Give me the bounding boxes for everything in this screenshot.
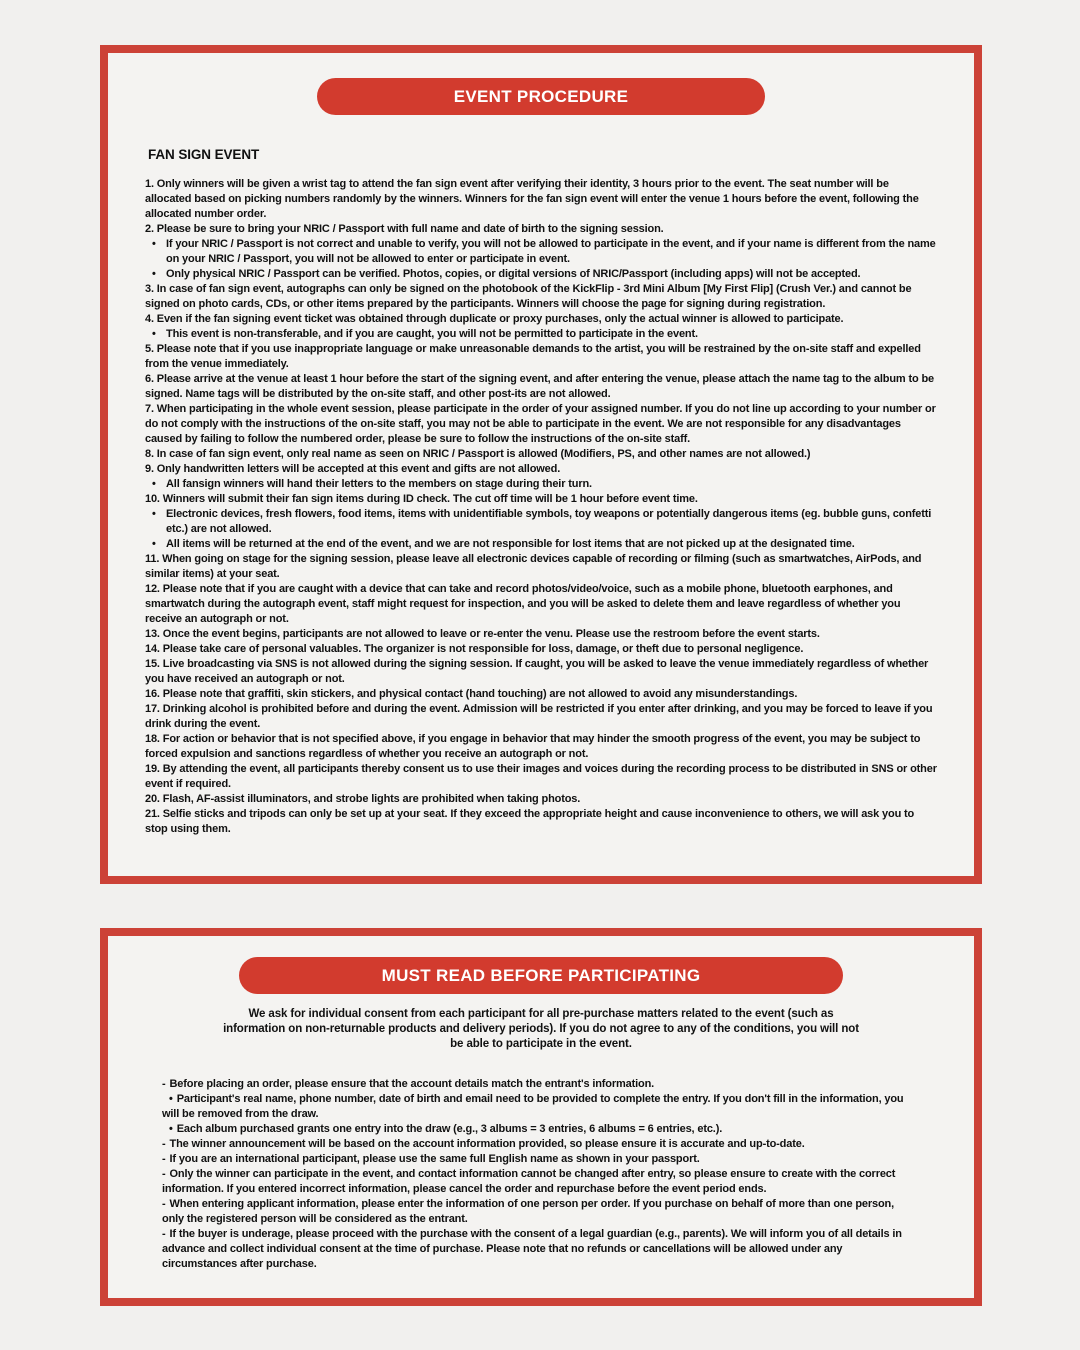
rule-text: 13. Once the event begins, participants are not allowed to leave or re-enter the venu. Please use the restroom before the event starts. [145, 628, 820, 640]
note-marker: - [162, 1228, 166, 1240]
rule-item [145, 807, 937, 837]
fan-sign-rules-list [145, 177, 937, 837]
note-text: Each album purchased grants one entry into the draw (e.g., 3 albums = 3 entries, 6 albums = 6 entries, etc.). [176, 1123, 723, 1135]
rule-text: 19. By attending the event, all participants thereby consent us to use their images and voices during the recording process to be distributed in SNS or other event if required. [145, 763, 937, 790]
note-marker: - [162, 1078, 166, 1090]
rule-item [145, 267, 937, 282]
rule-text: All items will be returned at the end of the event, and we are not responsible for lost items that are not picked up at the designated time. [166, 538, 855, 550]
note-item [162, 1077, 912, 1092]
must-read-banner-label: MUST READ BEFORE PARTICIPATING [381, 965, 701, 985]
rule-item [145, 177, 937, 222]
fan-sign-event-heading: FAN SIGN EVENT [148, 147, 260, 162]
note-marker: - [162, 1138, 166, 1150]
rule-text: 10. Winners will submit their fan sign items during ID check. The cut off time will be 1 hour before event time. [145, 493, 698, 505]
note-item [162, 1167, 912, 1197]
rule-text: 2. Please be sure to bring your NRIC / Passport with full name and date of birth to the signing session. [145, 223, 664, 235]
must-read-notes-list [162, 1077, 912, 1272]
note-text: If the buyer is underage, please proceed with the purchase with the consent of a legal guardian (e.g., parents). We will inform you of all details in advance and collect individual consent at the time of purchase. Please note that no refunds or cancellations will be allowed under any circumstances after purchase. [162, 1228, 902, 1270]
must-read-intro: We ask for individual consent from each participant for all pre-purchase matters related to the event (such as information on non-returnable products and delivery periods). If you do not agree to any of the conditions, you will not be able to participate in the event. [223, 1008, 859, 1050]
note-text: The winner announcement will be based on the account information provided, so please ensure it is accurate and up-to-date. [169, 1138, 805, 1150]
rule-item [145, 627, 937, 642]
rule-text: All fansign winners will hand their letters to the members on stage during their turn. [166, 478, 592, 490]
note-marker: - [162, 1198, 166, 1210]
event-procedure-banner-label: EVENT PROCEDURE [453, 86, 629, 106]
rule-item [145, 762, 937, 792]
rule-text: If your NRIC / Passport is not correct and unable to verify, you will not be allowed to participate in the event, and if your name is different from the name on your NRIC / Passport, you will not be allowed to enter or participate in event. [166, 238, 936, 265]
rule-item [145, 402, 937, 447]
event-procedure-banner [317, 78, 765, 115]
rule-text: This event is non-transferable, and if you are caught, you will not be permitted to participate in the event. [166, 328, 698, 340]
rule-item [145, 342, 937, 372]
rule-item [145, 372, 937, 402]
rule-item [145, 702, 937, 732]
rule-text: 4. Even if the fan signing event ticket was obtained through duplicate or proxy purchases, only the actual winner is allowed to participate. [145, 313, 844, 325]
note-item [162, 1122, 912, 1137]
bullet-marker: • [152, 478, 156, 490]
rule-text: 9. Only handwritten letters will be accepted at this event and gifts are not allowed. [145, 463, 561, 475]
rule-text: 14. Please take care of personal valuables. The organizer is not responsible for loss, damage, or theft due to personal negligence. [145, 643, 804, 655]
rule-item [145, 477, 937, 492]
rule-text: Electronic devices, fresh flowers, food items, items with unidentifiable symbols, toy weapons or potentially dangerous items (eg. bubble guns, confetti etc.) are not allowed. [166, 508, 932, 535]
bullet-marker: • [152, 238, 156, 250]
note-text: Only the winner can participate in the event, and contact information cannot be changed after entry, so please ensure to create with the correct information. If you entered incorrect information, please cancel the order and repurchase before the event period ends. [162, 1168, 896, 1195]
rule-item [145, 732, 937, 762]
rule-item [145, 492, 937, 507]
rule-text: 20. Flash, AF-assist illuminators, and strobe lights are prohibited when taking photos. [145, 793, 581, 805]
note-text: When entering applicant information, please enter the information of one person per order. If you purchase on behalf of more than one person, only the registered person will be considered as the entrant. [162, 1198, 895, 1225]
note-marker: • [169, 1123, 173, 1135]
rule-text: 18. For action or behavior that is not specified above, if you engage in behavior that may hinder the smooth progress of the event, you may be subject to forced expulsion and sanctions regardless of whether you receive an autograph or not. [145, 733, 921, 760]
rule-item [145, 222, 937, 237]
note-item [162, 1092, 912, 1122]
rule-text: 15. Live broadcasting via SNS is not allowed during the signing session. If caught, you will be asked to leave the venue immediately regardless of whether you have received an autograph or not. [145, 658, 929, 685]
rule-item [145, 642, 937, 657]
note-item [162, 1137, 912, 1152]
note-marker: - [162, 1153, 166, 1165]
rule-item [145, 312, 937, 327]
rule-item [145, 327, 937, 342]
bullet-marker: • [152, 268, 156, 280]
rule-text: 7. When participating in the whole event session, please participate in the order of your assigned number. If you do not line up according to your number or do not comply with the instructions of the on-site staff, you may not be able to participate in the event. We are not responsible for any disadvantages caused by failing to follow the numbered order, please be sure to follow the instructions of the on-site staff. [145, 403, 936, 445]
rule-text: 5. Please note that if you use inappropriate language or make unreasonable demands to the artist, you will be restrained by the on-site staff and expelled from the venue immediately. [145, 343, 921, 370]
note-text: Participant's real name, phone number, date of birth and email need to be provided to complete the entry. If you don't fill in the information, you will be removed from the draw. [162, 1093, 904, 1120]
rule-item [145, 237, 937, 267]
rule-text: Only physical NRIC / Passport can be verified. Photos, copies, or digital versions of NRIC/Passport (including apps) will not be accepted. [166, 268, 861, 280]
bullet-marker: • [152, 508, 156, 520]
rule-item [145, 447, 937, 462]
rule-text: 12. Please note that if you are caught with a device that can take and record photos/video/voice, such as a mobile phone, bluetooth earphones, and smartwatch during the autograph event, staff might request for inspection, and you will be asked to delete them and leave regardless of whether you receive an autograph or not. [145, 583, 901, 625]
rule-item [145, 462, 937, 477]
note-text: If you are an international participant, please use the same full English name as shown in your passport. [169, 1153, 700, 1165]
rule-item [145, 582, 937, 627]
rule-text: 17. Drinking alcohol is prohibited before and during the event. Admission will be restricted if you enter after drinking, and you may be forced to leave if you drink during the event. [145, 703, 933, 730]
note-text: Before placing an order, please ensure that the account details match the entrant's information. [169, 1078, 655, 1090]
rule-item [145, 657, 937, 687]
rule-text: 16. Please note that graffiti, skin stickers, and physical contact (hand touching) are not allowed to avoid any misunderstandings. [145, 688, 798, 700]
must-read-panel [100, 928, 982, 1306]
bullet-marker: • [152, 328, 156, 340]
event-procedure-panel [100, 45, 982, 884]
rule-text: 11. When going on stage for the signing session, please leave all electronic devices capable of recording or filming (such as smartwatches, AirPods, and similar items) at your seat. [145, 553, 922, 580]
rule-item [145, 507, 937, 537]
rule-text: 8. In case of fan sign event, only real name as seen on NRIC / Passport is allowed (Modifiers, PS, and other names are not allowed.) [145, 448, 811, 460]
rule-text: 6. Please arrive at the venue at least 1 hour before the start of the signing event, and after entering the venue, please attach the name tag to the album to be signed. Name tags will be distributed by the on-site staff, and other post-its are not allowed. [145, 373, 934, 400]
note-item [162, 1197, 912, 1227]
rule-item [145, 282, 937, 312]
rule-item [145, 537, 937, 552]
rule-text: 3. In case of fan sign event, autographs can only be signed on the photobook of the KickFlip - 3rd Mini Album [My First Flip] (Crush Ver.) and cannot be signed on photo cards, CDs, or other items prepared by the participants. Winners will choose the page for signing during registration. [145, 283, 912, 310]
rule-text: 21. Selfie sticks and tripods can only be set up at your seat. If they exceed the appropriate height and cause inconvenience to others, we will ask you to stop using them. [145, 808, 915, 835]
note-marker: - [162, 1168, 166, 1180]
note-marker: • [169, 1093, 173, 1105]
rule-item [145, 687, 937, 702]
note-item [162, 1227, 912, 1272]
must-read-banner [239, 957, 843, 994]
bullet-marker: • [152, 538, 156, 550]
rule-item [145, 792, 937, 807]
note-item [162, 1152, 912, 1167]
rule-item [145, 552, 937, 582]
rule-text: 1. Only winners will be given a wrist tag to attend the fan sign event after verifying their identity, 3 hours prior to the event. The seat number will be allocated based on picking numbers randomly by the winners. Winners for the fan sign event will enter the venue 1 hours before the event, following the allocated number order. [145, 178, 919, 220]
